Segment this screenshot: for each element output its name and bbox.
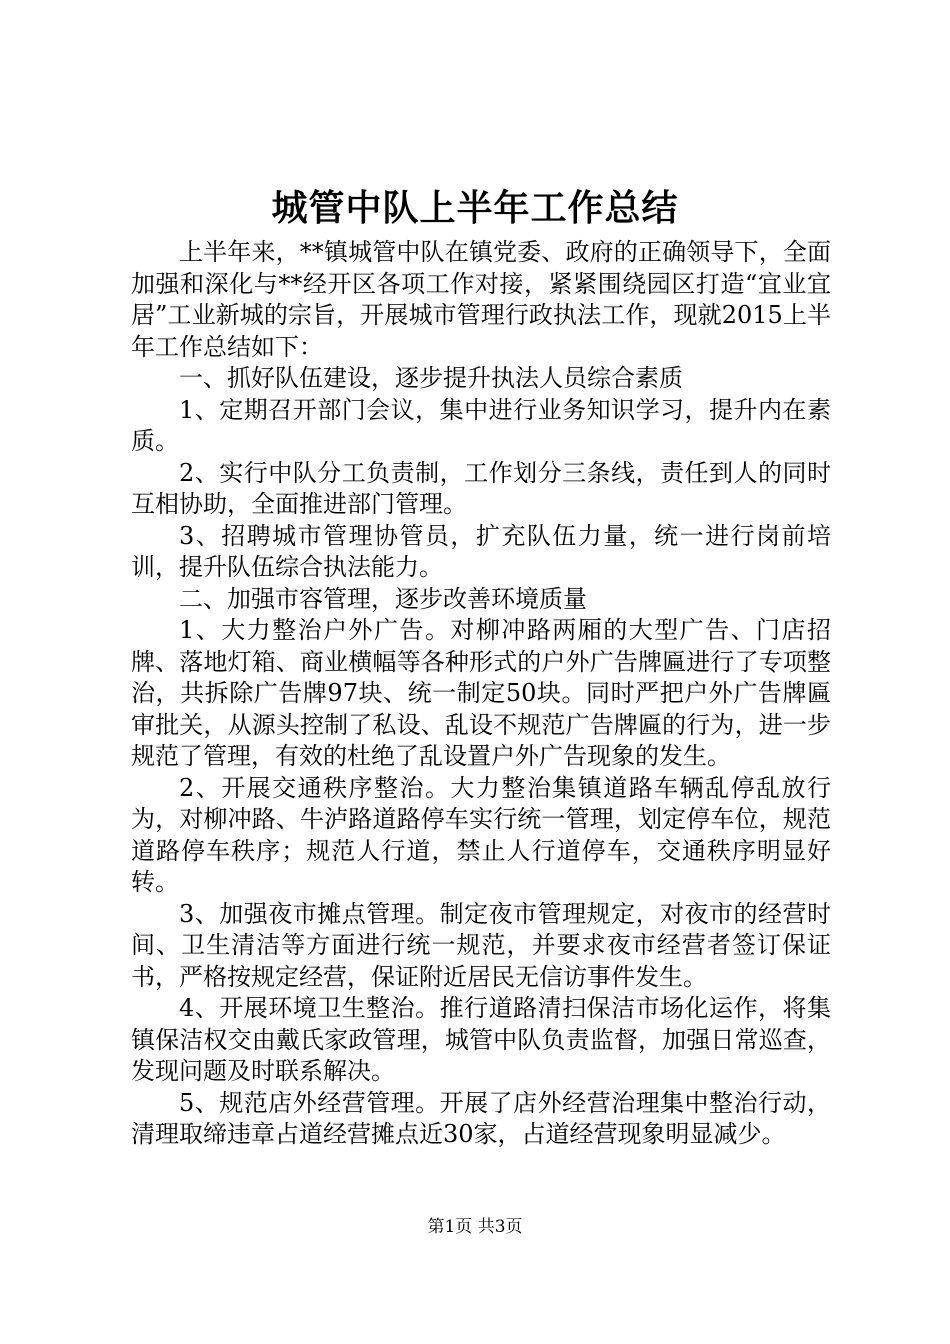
paragraph: 1、大力整治户外广告。对柳冲路两厢的大型广告、门店招牌、落地灯箱、商业横幅等各种形式的户外广告牌匾进行了专项整治，共拆除广告牌97块、统一制定50块。同时严把户外广告牌匾审批关，从源头控制了私设、乱设不规范广告牌匾的行为，进一步规范了管理，有效的杜绝了乱设置户外广告现象的发生。 [131, 616, 831, 770]
document-title: 城管中队上半年工作总结 [271, 188, 679, 229]
paragraph: 2、实行中队分工负责制，工作划分三条线，责任到人的同时互相协助，全面推进部门管理。 [131, 458, 831, 518]
paragraph: 3、招聘城市管理协管员，扩充队伍力量，统一进行岗前培训，提升队伍综合执法能力。 [131, 521, 831, 581]
paragraph: 5、规范店外经营管理。开展了店外经营治理集中整治行动，清理取缔违章占道经营摊点近30家，占道经营现象明显减少。 [131, 1088, 831, 1148]
paragraph: 1、定期召开部门会议，集中进行业务知识学习，提升内在素质。 [131, 395, 831, 455]
section-heading-team-building: 一、抓好队伍建设，逐步提升执法人员综合素质 [179, 364, 683, 392]
document-body [131, 237, 831, 1151]
section-heading-city-appearance: 二、加强市容管理，逐步改善环境质量 [179, 584, 587, 613]
page-number-footer: 第1页 共3页 [427, 1217, 523, 1237]
paragraph: 2、开展交通秩序整治。大力整治集镇道路车辆乱停乱放行为，对柳冲路、牛泸路道路停车实行统一管理，划定停车位，规范道路停车秩序；规范人行道，禁止人行道停车，交通秩序明显好转。 [131, 773, 831, 896]
intro-paragraph: 上半年来，**镇城管中队在镇党委、政府的正确领导下，全面加强和深化与**经开区各项工作对接，紧紧围绕园区打造“宜业宜居”工业新城的宗旨，开展城市管理行政执法工作，现就2015上半年工作总结如下： [131, 238, 831, 361]
paragraph: 3、加强夜市摊点管理。制定夜市管理规定，对夜市的经营时间、卫生清洁等方面进行统一规范，并要求夜市经营者签订保证书，严格按规定经营，保证附近居民无信访事件发生。 [131, 899, 831, 991]
paragraph: 4、开展环境卫生整治。推行道路清扫保洁市场化运作，将集镇保洁权交由戴氏家政管理，城管中队负责监督，加强日常巡查，发现问题及时联系解决。 [131, 994, 831, 1085]
